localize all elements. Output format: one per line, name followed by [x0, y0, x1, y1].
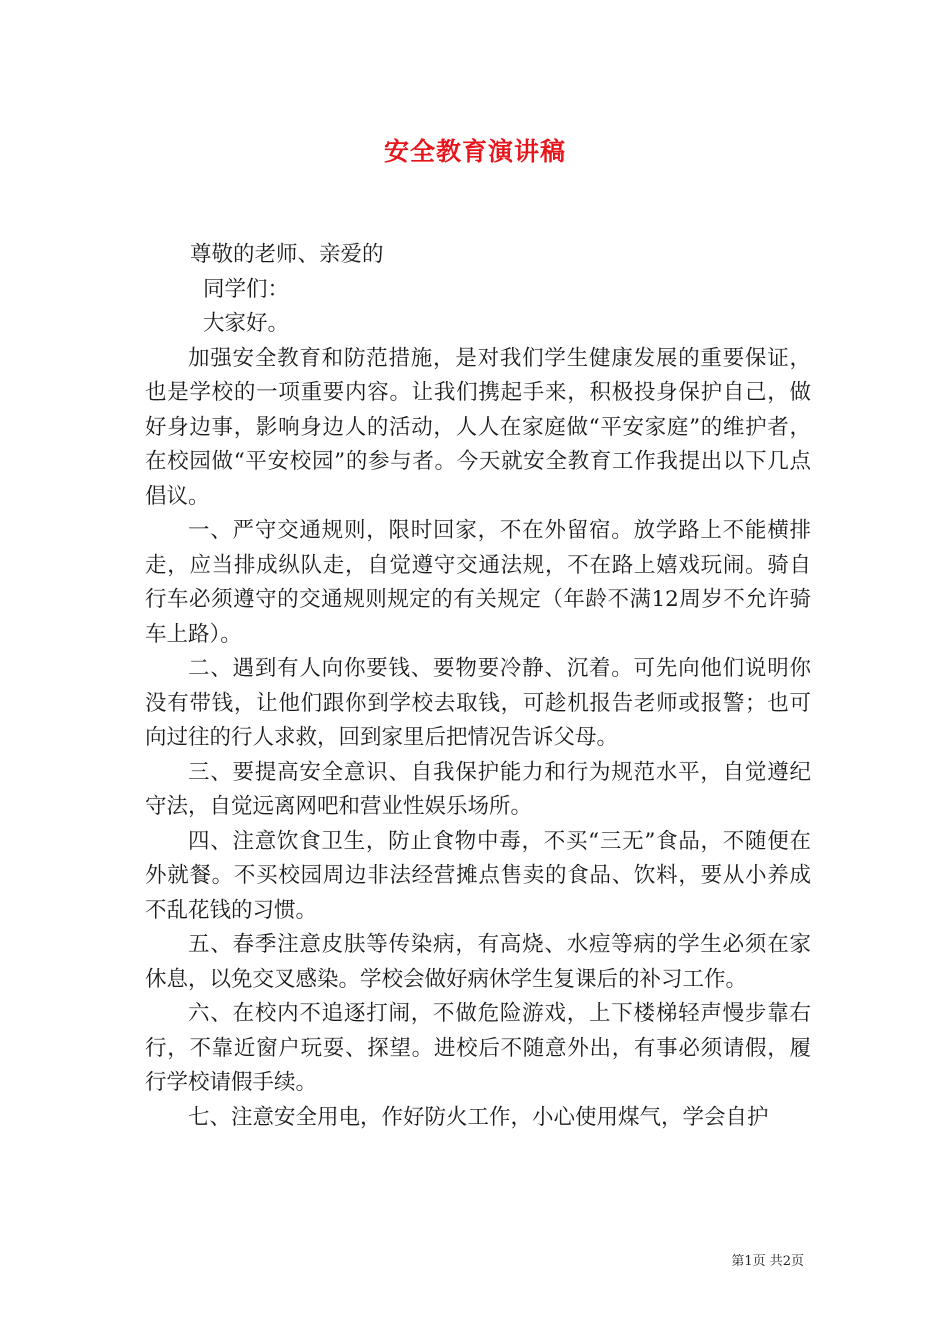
- paragraph-item-4: 四、注意饮食卫生，防止食物中毒，不买“三无”食品，不随便在外就餐。不买校园周边非法经营摊点售卖的食品、饮料，要从小养成不乱花钱的习惯。: [145, 828, 811, 923]
- page-number-footer: 第1页 共2页: [731, 1254, 804, 1269]
- greeting: 大家好。: [203, 311, 290, 336]
- paragraph-item-2: 二、遇到有人向你要钱、要物要冷静、沉着。可先向他们说明你没有带钱，让他们跟你到学校去取钱，可趁机报告老师或报警；也可向过往的行人求救，回到家里后把情况告诉父母。: [145, 656, 811, 750]
- paragraph-item-1: 一、严守交通规则，限时回家，不在外留宿。放学路上不能横排走，应当排成纵队走，自觉遵守交通法规，不在路上嬉戏玩闹。骑自行车必须遵守的交通规则规定的有关规定（年龄不满12周岁不允许骑车上路）。: [145, 518, 811, 647]
- paragraph-item-5: 五、春季注意皮肤等传染病，有高烧、水痘等病的学生必须在家休息，以免交叉感染。学校会做好病休学生复课后的补习工作。: [145, 932, 811, 992]
- paragraph-item-6: 六、在校内不追逐打闹，不做危险游戏，上下楼梯轻声慢步靠右行，不靠近窗户玩耍、探望。进校后不随意外出，有事必须请假，履行学校请假手续。: [145, 1001, 811, 1095]
- paragraph-intro: 加强安全教育和防范措施，是对我们学生健康发展的重要保证，也是学校的一项重要内容。让我们携起手来，积极投身保护自己，做好身边事，影响身边人的活动，人人在家庭做“平安家庭”的维护者，在校园做“平安校园”的参与者。今天就安全教育工作我提出以下几点倡议。: [145, 345, 811, 509]
- document-title: 安全教育演讲稿: [383, 137, 566, 166]
- document-body: [145, 238, 811, 1135]
- paragraph-item-3: 三、要提高安全意识、自我保护能力和行为规范水平，自觉遵纪守法，自觉远离网吧和营业性娱乐场所。: [145, 759, 811, 819]
- salutation-line-2: 同学们：: [203, 276, 290, 302]
- salutation-line-1: 尊敬的老师、亲爱的: [190, 242, 384, 267]
- paragraph-item-7: 七、注意安全用电，作好防火工作，小心使用煤气，学会自护: [188, 1104, 769, 1130]
